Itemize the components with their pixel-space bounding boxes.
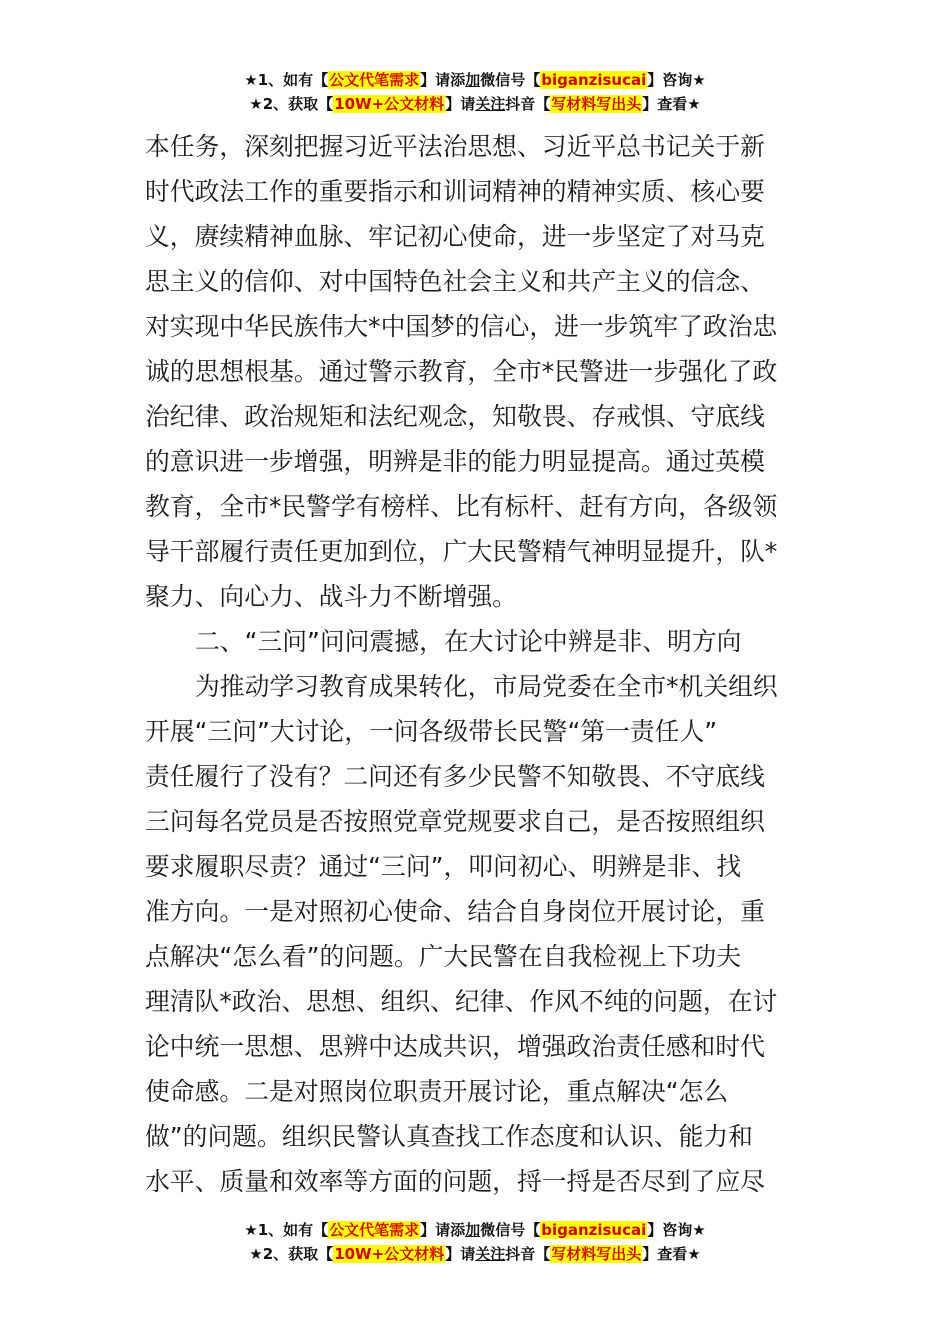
banner-text: 微信号【 xyxy=(480,1221,541,1239)
footer-line-1 xyxy=(0,1218,950,1242)
banner-highlight: 10W+公文材料 xyxy=(334,95,445,113)
body-line: 聚力、向心力、战斗力不断增强。 xyxy=(145,582,517,611)
body-line: 教育，全市*民警学有榜样、比有标杆、赶有方向，各级领 xyxy=(145,492,778,521)
body-line: 理清队*政治、思想、组织、纪律、作风不纯的问题，在讨 xyxy=(145,987,778,1016)
body-line: 义，赓续精神血脉、牢记初心使命，进一步坚定了对马克 xyxy=(145,222,765,251)
body-line: 治纪律、政治规矩和法纪观念，知敬畏、存戒惧、守底线 xyxy=(145,402,765,431)
banner-text: 抖音【 xyxy=(505,1245,551,1263)
banner-text: ★2、获取【 xyxy=(249,95,334,113)
banner-text: 】请添 xyxy=(420,1221,466,1239)
body-line: 点解决“怎么看”的问题。广大民警在自我检视上下功夫 xyxy=(145,942,742,971)
body-line: 做”的问题。组织民警认真查找工作态度和认识、能力和 xyxy=(145,1122,753,1151)
banner-text: 】咨询★ xyxy=(647,1221,706,1239)
body-line: 诚的思想根基。通过警示教育，全市*民警进一步强化了政 xyxy=(145,357,778,386)
section-heading: 二、“三问”问问震撼，在大讨论中辨是非、明方向 xyxy=(195,627,742,656)
body-line: 时代政法工作的重要指示和训词精神的精神实质、核心要 xyxy=(145,177,765,206)
header-line-2 xyxy=(0,92,950,116)
body-line: 论中统一思想、思辨中达成共识，增强政治责任感和时代 xyxy=(145,1032,765,1061)
banner-text: 】查看★ xyxy=(642,1245,701,1263)
banner-highlight: 公文代笔需求 xyxy=(329,71,420,89)
body-line: 责任履行了没有？二问还有多少民警不知敬畏、不守底线 xyxy=(145,762,765,791)
banner-highlight: 写材料写出头 xyxy=(551,95,642,113)
banner-highlight: 10W+公文材料 xyxy=(334,1245,445,1263)
body-line: 三问每名党员是否按照党章党规要求自己，是否按照组织 xyxy=(145,807,765,836)
footer-line-2 xyxy=(0,1242,950,1266)
banner-text: ★1、如有【 xyxy=(244,71,329,89)
banner-text: ★1、如有【 xyxy=(244,1221,329,1239)
header-line-1 xyxy=(0,68,950,92)
body-line: 本任务，深刻把握习近平法治思想、习近平总书记关于新 xyxy=(145,132,765,161)
banner-text: 】请 xyxy=(445,1245,476,1263)
body-line: 要求履职尽责？通过“三问”，叩问初心、明辨是非、找 xyxy=(145,852,742,881)
banner-text: 】查看★ xyxy=(642,95,701,113)
banner-underlined: 加 xyxy=(465,71,481,89)
body-line: 思主义的信仰、对中国特色社会主义和共产主义的信念、 xyxy=(145,267,765,296)
banner-underlined: 加 xyxy=(465,1221,481,1239)
body-line: 为推动学习教育成果转化，市局党委在全市*机关组织 xyxy=(195,672,778,701)
body-line: 准方向。一是对照初心使命、结合自身岗位开展讨论，重 xyxy=(145,897,765,926)
banner-highlight: biganzisucai xyxy=(541,71,647,89)
banner-text: 抖音【 xyxy=(505,95,551,113)
banner-highlight: 写材料写出头 xyxy=(551,1245,642,1263)
banner-text: 】请添 xyxy=(420,71,466,89)
header-banner xyxy=(0,68,950,116)
body-line: 使命感。二是对照岗位职责开展讨论，重点解决“怎么 xyxy=(145,1077,729,1106)
body-line: 导干部履行责任更加到位，广大民警精气神明显提升，队* xyxy=(145,537,778,566)
banner-highlight: 公文代笔需求 xyxy=(329,1221,420,1239)
body-line: 水平、质量和效率等方面的问题，捋一捋是否尽到了应尽 xyxy=(145,1167,765,1196)
body-line: 对实现中华民族伟大*中国梦的信心，进一步筑牢了政治忠 xyxy=(145,312,778,341)
banner-text: ★2、获取【 xyxy=(249,1245,334,1263)
banner-underlined: 关注 xyxy=(475,1245,506,1263)
body-line: 的意识进一步增强，明辨是非的能力明显提高。通过英模 xyxy=(145,447,765,476)
body-line: 开展“三问”大讨论，一问各级带长民警“第一责任人” xyxy=(145,717,718,746)
banner-text: 】咨询★ xyxy=(647,71,706,89)
banner-text: 】请 xyxy=(445,95,476,113)
footer-banner xyxy=(0,1218,950,1266)
banner-text: 微信号【 xyxy=(480,71,541,89)
banner-underlined: 关注 xyxy=(475,95,506,113)
banner-highlight: biganzisucai xyxy=(541,1221,647,1239)
document-body xyxy=(145,124,815,1204)
